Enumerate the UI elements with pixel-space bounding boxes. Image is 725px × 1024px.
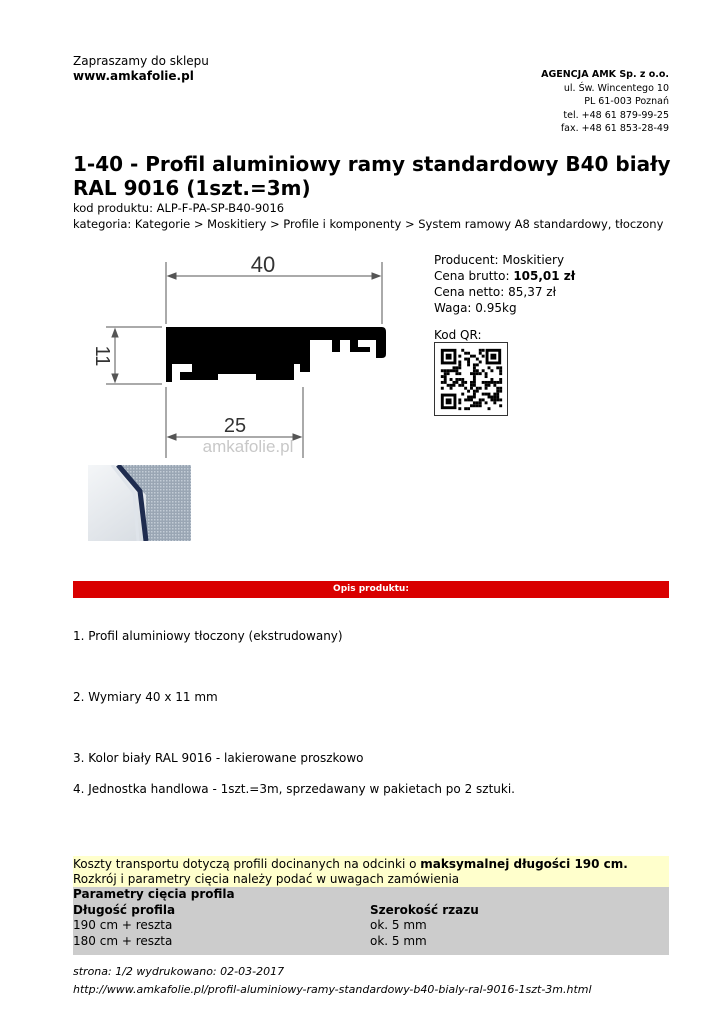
bottom-dimension-label: 25 [223, 415, 247, 437]
footer-url[interactable]: http://www.amkafolie.pl/profil-aluminiowy-ramy-standardowy-b40-bialy-ral-9016-1szt-3m.html [73, 983, 592, 996]
profile-drawing [88, 252, 412, 460]
row-length: 190 cm + reszta [73, 918, 173, 932]
notice-line-1 [73, 857, 669, 872]
welcome-text: Zapraszamy do sklepu [73, 54, 209, 68]
product-code: kod produktu: ALP-F-PA-SP-B40-9016 [73, 201, 285, 215]
row-width: ok. 5 mm [370, 933, 427, 948]
description-item-3: 3. Kolor biały RAL 9016 - lakierowane proszkowo [73, 751, 364, 765]
table-row [73, 934, 669, 950]
company-name: AGENCJA AMK Sp. z o.o. [541, 69, 669, 80]
company-city: PL 61-003 Poznań [584, 96, 669, 107]
price-gross-label: Cena brutto: [434, 269, 514, 283]
cutting-header-row [73, 903, 669, 919]
cutting-parameters [73, 887, 669, 955]
row-length: 180 cm + reszta [73, 933, 173, 948]
notice-prefix: Koszty transportu dotyczą profili docinanych na odcinki o [73, 857, 421, 871]
description-item-1: 1. Profil aluminiowy tłoczony (ekstrudowany) [73, 629, 343, 643]
profile-section [166, 327, 386, 382]
footer-page-info: strona: 1/2 wydrukowano: 02-03-2017 [73, 965, 285, 978]
watermark-text: amkafolie.pl [202, 437, 294, 456]
company-street: ul. Św. Wincentego 10 [563, 82, 669, 94]
cutting-title: Parametry cięcia profila [73, 887, 235, 901]
company-fax: fax. +48 61 853-28-49 [560, 123, 669, 134]
qr-label: Kod QR: [434, 328, 482, 342]
col-length-header: Długość profila [73, 902, 176, 917]
price-gross-row [434, 268, 575, 284]
producer: Producent: Moskitiery [434, 253, 565, 267]
product-info [434, 252, 575, 316]
welcome-block [73, 54, 209, 84]
description-item-4: 4. Jednostka handlowa - 1szt.=3m, sprzedawany w pakietach po 2 sztuki. [73, 782, 515, 796]
notice-bold: maksymalnej długości 190 cm. [420, 857, 628, 871]
company-info [541, 68, 669, 136]
width-dimension-label: 40 [250, 252, 276, 277]
product-photo-thumbnail[interactable] [88, 465, 191, 541]
weight: Waga: 0.95kg [434, 301, 517, 315]
price-gross-value: 105,01 zł [513, 269, 576, 283]
product-category[interactable]: kategoria: Kategorie > Moskitiery > Profile i komponenty > System ramowy A8 standardowy, tłoczony [73, 216, 664, 231]
height-dimension-label: 11 [91, 345, 113, 367]
product-title: 1-40 - Profil aluminiowy ramy standardowy B40 biały RAL 9016 (1szt.=3m) [73, 152, 671, 200]
company-phone: tel. +48 61 879-99-25 [563, 109, 669, 121]
description-item-2: 2. Wymiary 40 x 11 mm [73, 690, 218, 704]
description-header: Opis produktu: [73, 581, 669, 598]
price-net: Cena netto: 85,37 zł [434, 285, 557, 299]
website-link[interactable]: www.amkafolie.pl [73, 69, 194, 83]
row-width: ok. 5 mm [370, 918, 427, 932]
col-width-header: Szerokość rzazu [370, 902, 479, 917]
table-row [73, 918, 669, 934]
notice-line-2: Rozkrój i parametry cięcia należy podać w uwagach zamówienia [73, 872, 460, 886]
transport-notice [73, 856, 669, 887]
qr-code-icon [434, 342, 508, 416]
product-meta [73, 201, 663, 232]
